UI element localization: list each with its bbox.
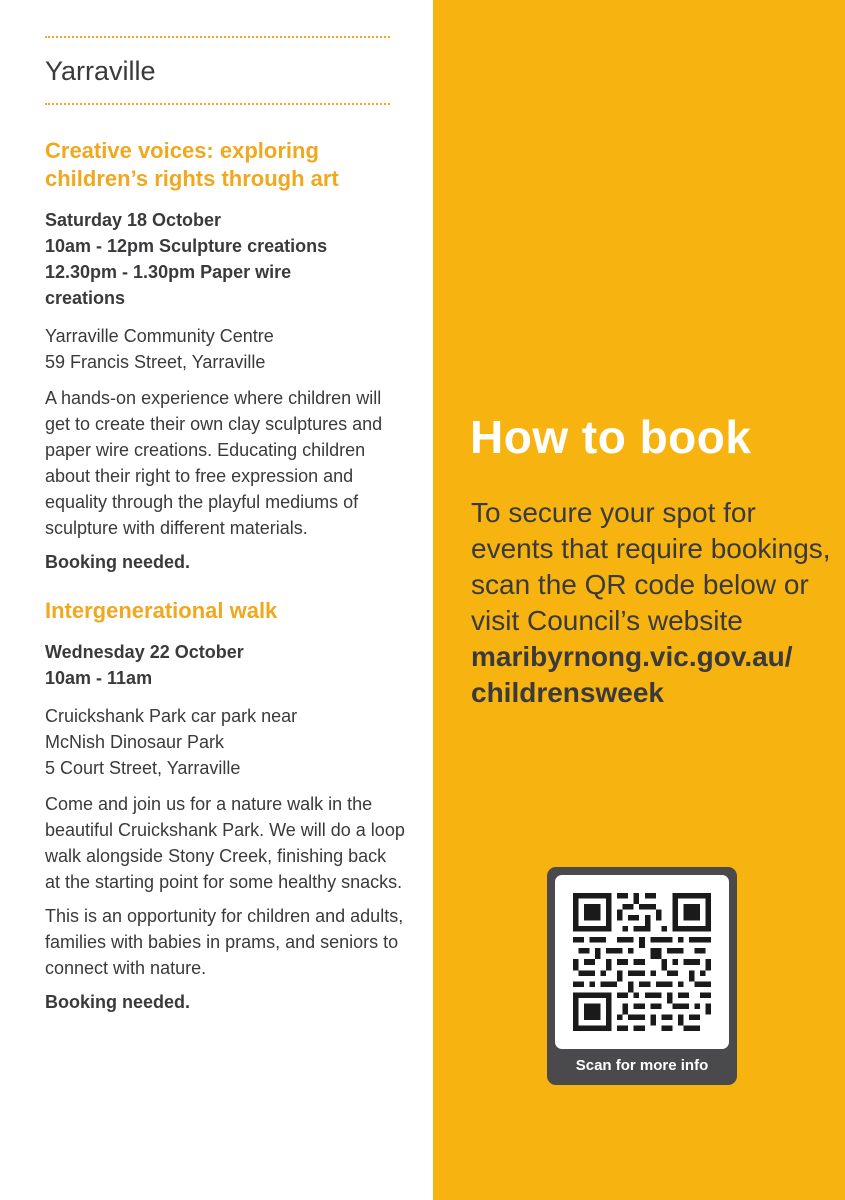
how-to-book-title: How to book xyxy=(470,411,752,463)
booking-note: Booking needed. xyxy=(45,552,191,572)
section-title: Yarraville xyxy=(45,56,156,86)
event-time: creations xyxy=(45,288,126,308)
event-title xyxy=(45,137,405,193)
event-creative-voices xyxy=(45,137,405,575)
location-line: McNish Dinosaur Park xyxy=(45,732,225,752)
events-list xyxy=(45,137,405,1015)
website-link-line[interactable]: childrensweek xyxy=(471,677,664,708)
booking-note: Booking needed. xyxy=(45,992,191,1012)
event-title xyxy=(45,597,405,625)
website-link[interactable] xyxy=(471,639,831,711)
section-divider xyxy=(45,103,390,105)
event-date: Wednesday 22 October xyxy=(45,642,244,662)
qr-code-icon[interactable] xyxy=(571,893,713,1031)
location-line: 59 Francis Street, Yarraville xyxy=(45,352,266,372)
how-to-book-body xyxy=(471,495,831,711)
location-line: 5 Court Street, Yarraville xyxy=(45,758,241,778)
event-time: 10am - 11am xyxy=(45,668,153,688)
event-description: Come and join us for a nature walk in the beautiful Cruickshank Park. We will do a loop walk alongside Stony Creek, finishing back at the starting point for some healthy snacks. xyxy=(45,794,405,892)
event-location xyxy=(45,703,405,781)
qr-code-frame xyxy=(555,875,729,1049)
how-to-book-text: To secure your spot for events that require bookings, scan the QR code below or visit Council’s website xyxy=(471,497,831,636)
qr-card[interactable] xyxy=(547,867,737,1085)
event-when xyxy=(45,639,405,691)
event-when xyxy=(45,207,405,311)
event-title-line: Intergenerational walk xyxy=(45,598,278,623)
location-line: Yarraville Community Centre xyxy=(45,326,274,346)
event-date: Saturday 18 October xyxy=(45,210,222,230)
event-time: 10am - 12pm Sculpture creations xyxy=(45,236,328,256)
event-title-line: Creative voices: exploring xyxy=(45,138,319,163)
location-line: Cruickshank Park car park near xyxy=(45,706,298,726)
event-location xyxy=(45,323,405,375)
event-time: 12.30pm - 1.30pm Paper wire xyxy=(45,262,292,282)
event-description: This is an opportunity for children and adults, families with babies in prams, and seniors to connect with nature. xyxy=(45,906,404,978)
top-divider xyxy=(45,36,390,38)
event-intergenerational-walk xyxy=(45,597,405,1015)
event-description: A hands-on experience where children will get to create their own clay sculptures and paper wire creations. Educating children about their right to free expression and equality through the playful mediums of sculpture with different materials. xyxy=(45,388,383,538)
qr-caption: Scan for more info xyxy=(575,1057,709,1074)
event-title-line: children’s rights through art xyxy=(45,166,339,191)
website-link-line[interactable]: maribyrnong.vic.gov.au/ xyxy=(471,641,793,672)
